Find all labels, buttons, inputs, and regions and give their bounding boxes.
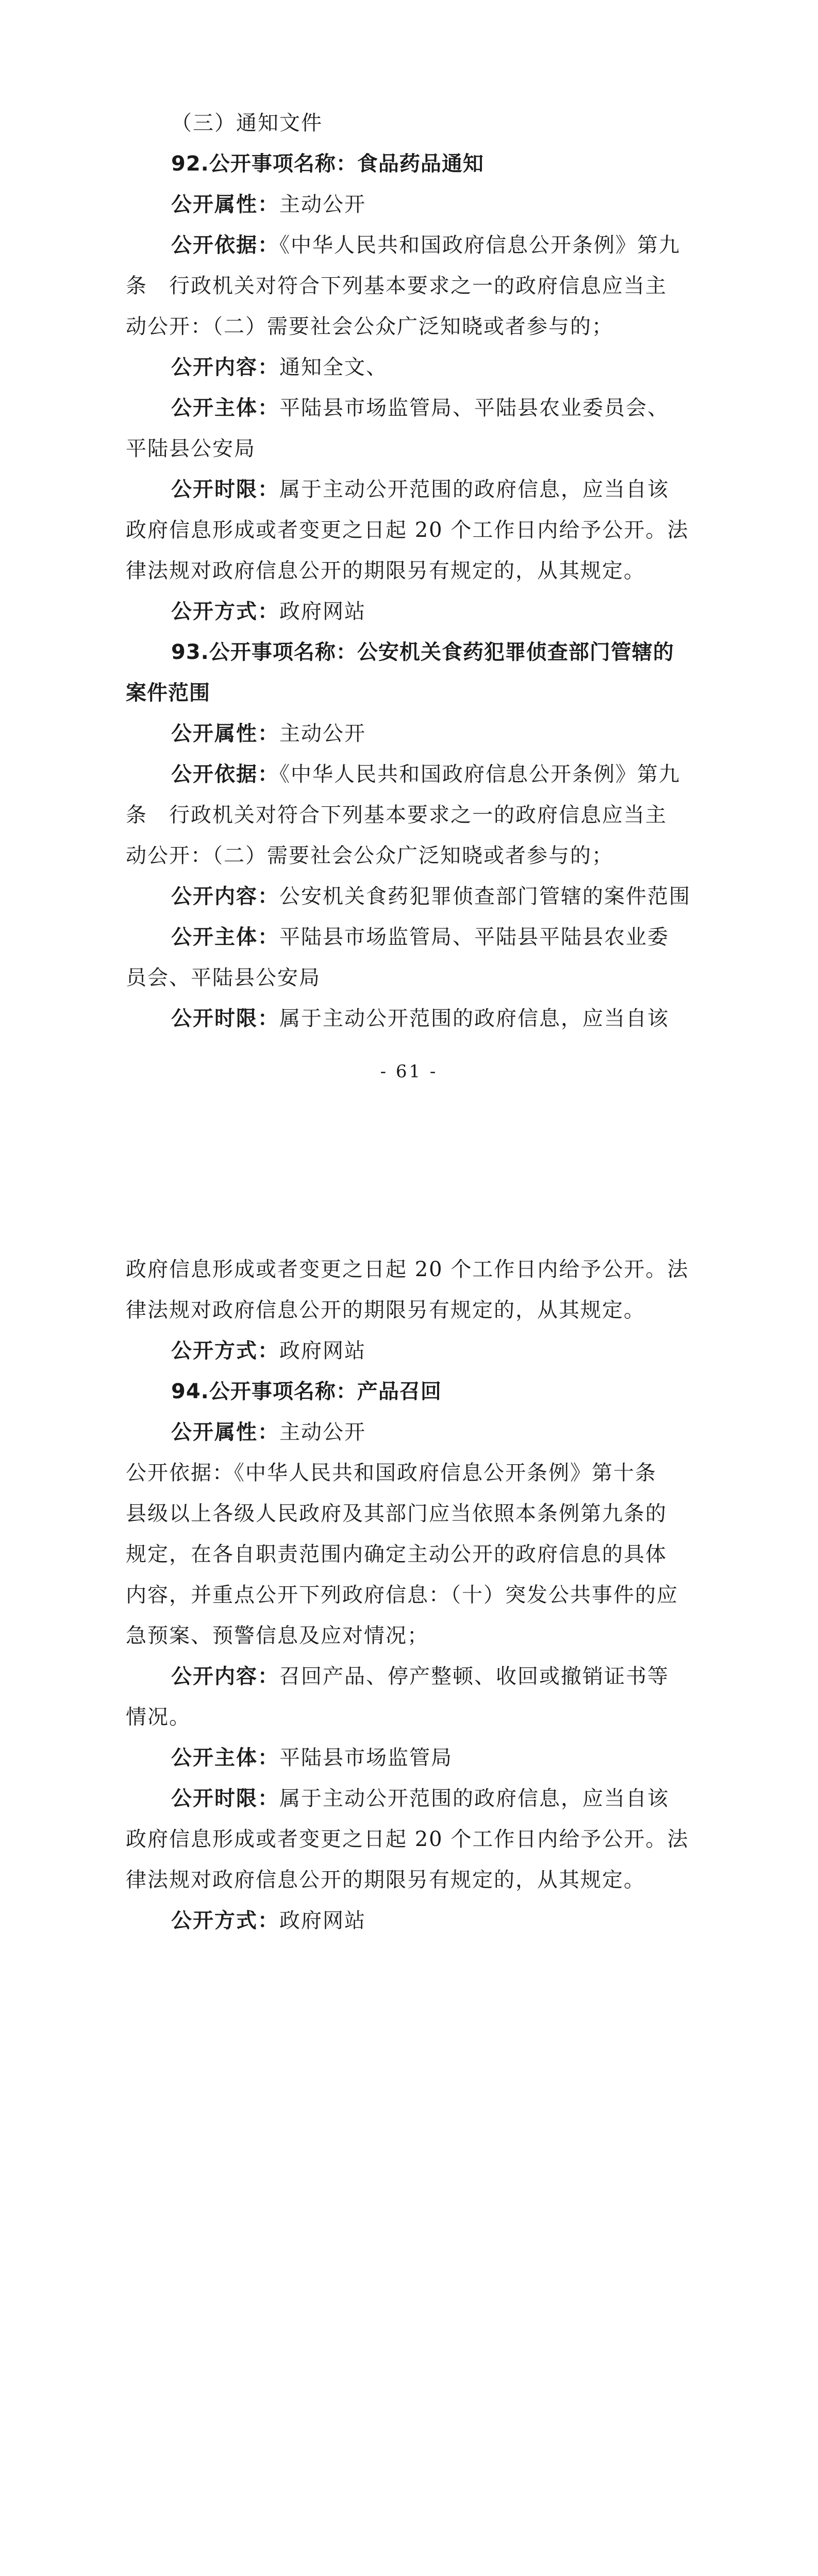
- field-label: 公开主体：: [171, 396, 279, 420]
- item-94-subject: [126, 1738, 693, 1778]
- field-value: 政府网站: [279, 1909, 366, 1933]
- item-94-basis: 公开依据：《中华人民共和国政府信息公开条例》第十条: [126, 1461, 657, 1485]
- field-value: 属于主动公开范围的政府信息，应当自该: [279, 1787, 669, 1810]
- item-94-content-line: 情况。: [126, 1705, 191, 1729]
- field-label: 公开方式：: [171, 1909, 279, 1933]
- item-93-time-line: 政府信息形成或者变更之日起 20 个工作日内给予公开。法: [126, 1258, 689, 1281]
- item-94-basis-line: 规定，在各自职责范围内确定主动公开的政府信息的具体: [126, 1543, 667, 1566]
- item-92-time-line: 律法规对政府信息公开的期限另有规定的，从其规定。: [126, 559, 645, 583]
- item-93-title-line: 案件范围: [126, 681, 210, 705]
- item-93-basis-line: 条 行政机关对符合下列基本要求之一的政府信息应当主: [126, 803, 667, 827]
- item-92-attribute: [126, 184, 693, 225]
- section-heading: （三）通知文件: [171, 111, 323, 135]
- field-value: 通知全文、: [279, 355, 388, 379]
- item-92-basis: [126, 225, 693, 266]
- item-93-method: [126, 1331, 693, 1371]
- field-label: 公开时限：: [171, 1787, 279, 1810]
- item-92-subject: [126, 388, 693, 429]
- field-label: 公开内容：: [171, 1665, 279, 1688]
- field-label: 公开时限：: [171, 478, 279, 501]
- item-94-time-limit: [126, 1778, 693, 1819]
- item-92-subject-line: 平陆县公安局: [126, 437, 256, 461]
- field-value: 主动公开: [279, 193, 366, 216]
- item-94-time-line: 律法规对政府信息公开的期限另有规定的，从其规定。: [126, 1868, 645, 1892]
- document-page-61: [0, 0, 818, 1157]
- field-label: 公开属性：: [171, 1420, 279, 1444]
- item-94-time-line: 政府信息形成或者变更之日起 20 个工作日内给予公开。法: [126, 1827, 689, 1851]
- field-label: 公开属性：: [171, 193, 279, 216]
- field-value: 《中华人民共和国政府信息公开条例》第九: [279, 762, 680, 786]
- item-94-basis-line: 内容，并重点公开下列政府信息：（十）突发公共事件的应: [126, 1583, 678, 1607]
- item-93-subject: [126, 917, 693, 958]
- field-label: 公开方式：: [171, 600, 279, 623]
- item-93-time-line: 律法规对政府信息公开的期限另有规定的，从其规定。: [126, 1298, 645, 1322]
- field-value: 主动公开: [279, 1420, 366, 1444]
- page-number: - 61 -: [380, 1061, 438, 1082]
- document-page-62: [0, 1157, 818, 2313]
- field-label: 公开主体：: [171, 925, 279, 949]
- field-label: 公开依据：: [171, 762, 279, 786]
- field-value: 属于主动公开范围的政府信息，应当自该: [279, 478, 669, 501]
- field-value: 平陆县市场监管局、平陆县农业委员会、: [279, 396, 669, 420]
- item-93-attribute: [126, 714, 693, 754]
- field-value: 属于主动公开范围的政府信息，应当自该: [279, 1007, 669, 1030]
- item-93-basis: [126, 754, 693, 795]
- item-92-content: [126, 347, 693, 388]
- field-value: 平陆县市场监管局、平陆县平陆县农业委: [279, 925, 669, 949]
- field-value: 政府网站: [279, 1339, 366, 1363]
- field-value: 公安机关食药犯罪侦查部门管辖的案件范围: [279, 885, 691, 908]
- field-label: 公开属性：: [171, 722, 279, 745]
- item-92-title: 92.公开事项名称：食品药品通知: [171, 152, 484, 176]
- item-94-basis-line: 急预案、预警信息及应对情况；: [126, 1624, 429, 1648]
- field-label: 公开内容：: [171, 885, 279, 908]
- item-93-basis-line: 动公开：（二）需要社会公众广泛知晓或者参与的；: [126, 844, 613, 868]
- item-94-content: [126, 1656, 693, 1697]
- field-value: 召回产品、停产整顿、收回或撤销证书等: [279, 1665, 669, 1688]
- item-93-time-limit: [126, 998, 693, 1039]
- item-94-title: 94.公开事项名称：产品召回: [171, 1380, 442, 1403]
- page-content: [126, 103, 693, 1039]
- item-94-attribute: [126, 1412, 693, 1453]
- item-92-basis-line: 动公开：（二）需要社会公众广泛知晓或者参与的；: [126, 315, 613, 338]
- field-value: 主动公开: [279, 722, 366, 745]
- field-value: 平陆县市场监管局: [279, 1746, 453, 1770]
- field-label: 公开主体：: [171, 1746, 279, 1770]
- item-93-content: [126, 876, 693, 917]
- field-label: 公开方式：: [171, 1339, 279, 1363]
- field-value: 政府网站: [279, 600, 366, 623]
- item-94-method: [126, 1901, 693, 1941]
- field-label: 公开时限：: [171, 1007, 279, 1030]
- item-93-subject-line: 员会、平陆县公安局: [126, 966, 321, 990]
- field-label: 公开依据：: [171, 233, 279, 257]
- page-content: [126, 1249, 693, 1941]
- field-label: 公开内容：: [171, 355, 279, 379]
- item-92-time-limit: [126, 469, 693, 510]
- field-value: 《中华人民共和国政府信息公开条例》第九: [279, 233, 680, 257]
- item-94-basis-line: 县级以上各级人民政府及其部门应当依照本条例第九条的: [126, 1502, 667, 1526]
- item-92-time-line: 政府信息形成或者变更之日起 20 个工作日内给予公开。法: [126, 518, 689, 542]
- item-92-basis-line: 条 行政机关对符合下列基本要求之一的政府信息应当主: [126, 274, 667, 298]
- item-93-title: 93.公开事项名称：公安机关食药犯罪侦查部门管辖的: [171, 640, 674, 664]
- item-92-method: [126, 591, 693, 632]
